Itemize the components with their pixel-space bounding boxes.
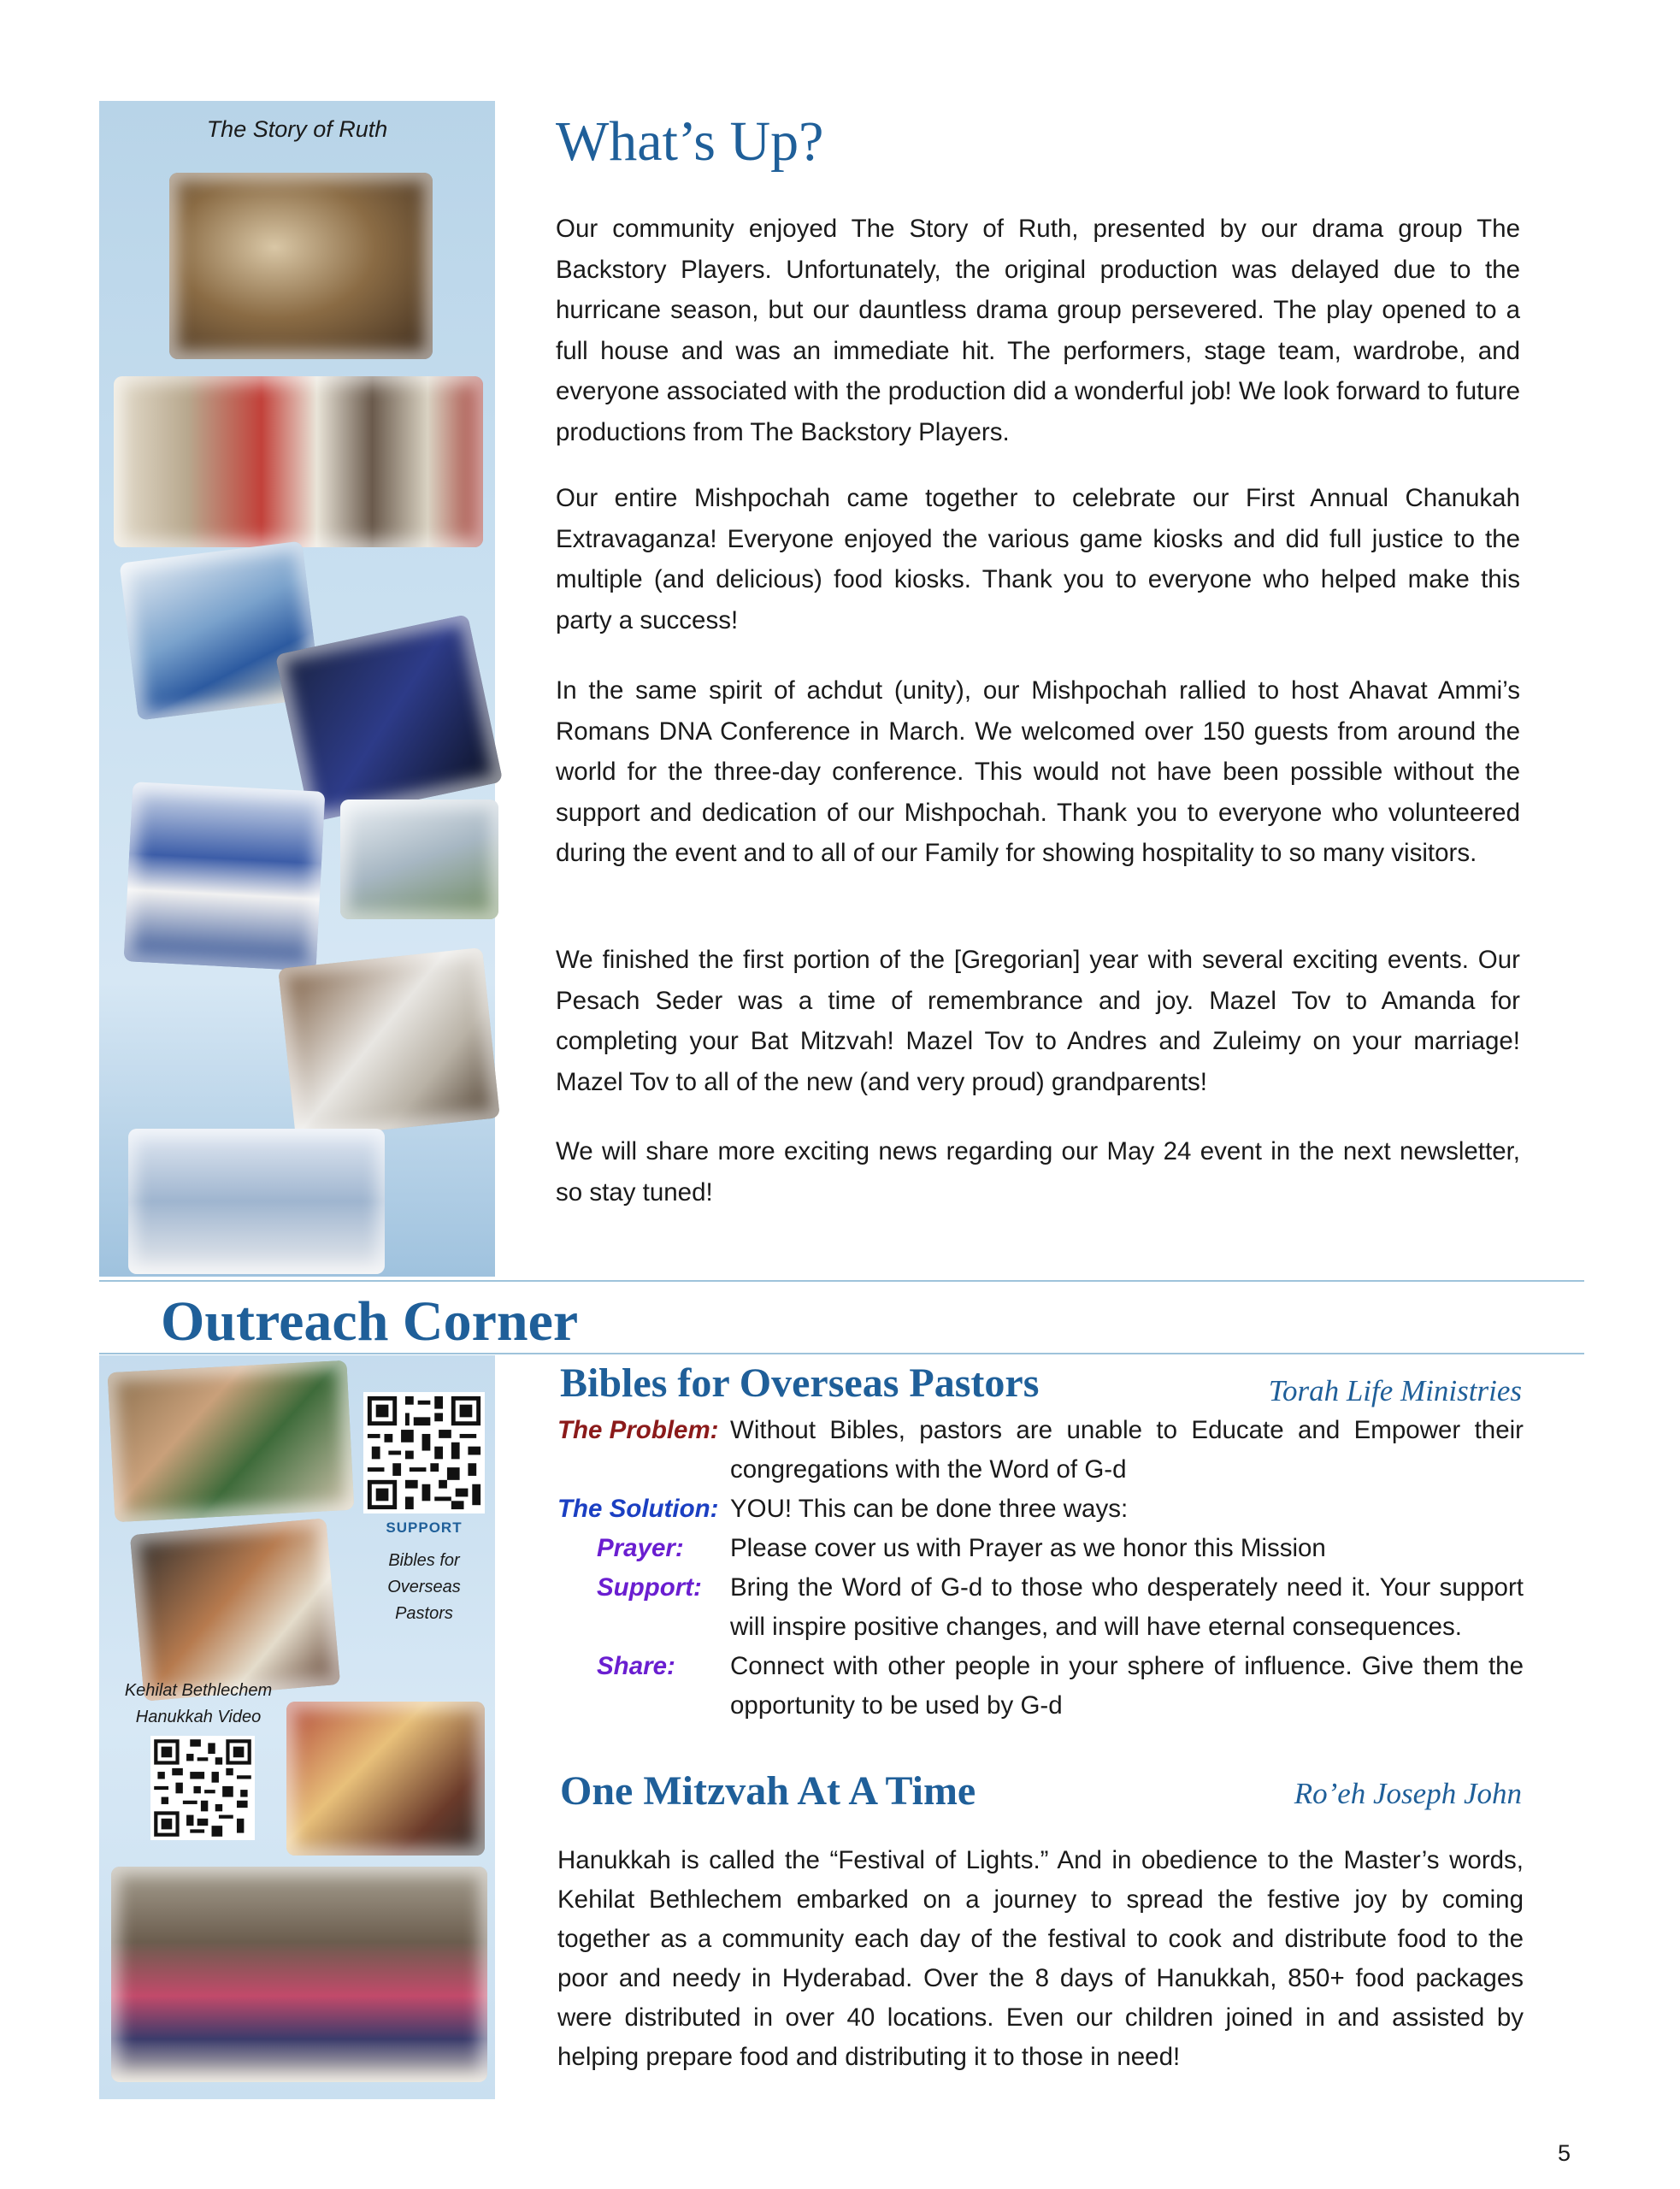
mitzvah-byline: Ro’eh Joseph John	[1294, 1777, 1522, 1810]
photo-conference-tent	[340, 799, 498, 919]
photo-pesach-seder	[278, 947, 500, 1139]
photo-bible-distribution	[130, 1518, 340, 1701]
photo-pastors-gathering	[108, 1360, 355, 1522]
article-paragraph: Our community enjoyed The Story of Ruth, presented by our drama group The Backstory Players. Unfortunately, the original production was delayed due to the hurricane season, but our dauntless drama group persevered. The play opened to a full house and was an immediate hit. The performers, stage team, wardrobe, and everyone associated with the production did a wonderful job! We look forward to future productions from The Backstory Players.	[556, 215, 1520, 446]
support-label: SUPPORT	[386, 1519, 463, 1536]
article-title: What’s Up?	[556, 110, 824, 173]
mitzvah-paragraph: Hanukkah is called the “Festival of Lights.” And in obedience to the Master’s words, Kehilat Bethlechem embarked on a journey to spread the festive joy by coming together as a community each day of the festival to cook and distribute food to the poor and needy in Hyderabad. Over the 8 days of Hanukkah, 850+ food packages were distributed in over 40 locations. Even our children joined in and assisted by helping prepare food and distributing it to those in need!	[557, 1846, 1524, 2071]
photo-community-group	[111, 1867, 487, 2082]
photo-children-meal	[286, 1702, 485, 1856]
section-divider	[99, 1353, 1584, 1354]
mitzvah-title: One Mitzvah At A Time	[560, 1768, 976, 1814]
support-method-label: Support:	[597, 1573, 702, 1602]
problem-row	[557, 1411, 1524, 1490]
page-number: 5	[1558, 2140, 1571, 2166]
support-qr-code-icon[interactable]	[363, 1392, 485, 1513]
outreach-title: Outreach Corner	[161, 1290, 579, 1353]
support-text: Bring the Word of G-d to those who desperately need it. Your support will inspire positive changes, and will have eternal consequences.	[730, 1573, 1524, 1641]
support-row	[557, 1568, 1524, 1647]
kehilat-video-caption: Kehilat Bethlechem Hanukkah Video	[124, 1681, 273, 1726]
article-paragraph: We finished the first portion of the [Gregorian] year with several exciting events. Our Pesach Seder was a time of remembrance and joy. Mazel Tov to Amanda for completing your Bat Mitzvah! Mazel Tov to Andres and Zuleimy on your marriage! Mazel Tov to all of the new (and very proud) grandparents!	[556, 946, 1520, 1096]
share-text: Connect with other people in your sphere of influence. Give them the opportunity to be used by G-d	[730, 1652, 1524, 1720]
article-paragraph: Our entire Mishpochah came together to celebrate our First Annual Chanukah Extravaganza! Everyone enjoyed the various game kiosks and did full justice to the multiple (and delicious) food kiosks. Thank you to everyone who helped make this party a success!	[556, 484, 1520, 634]
share-label: Share:	[597, 1652, 675, 1680]
bibles-title: Bibles for Overseas Pastors	[560, 1360, 1040, 1406]
story-of-ruth-caption: The Story of Ruth	[206, 116, 388, 142]
section-divider	[99, 1280, 1584, 1282]
photo-dancers-group	[124, 782, 326, 971]
support-qr-caption: Bibles for Overseas Pastors	[387, 1551, 461, 1623]
prayer-row	[557, 1529, 1524, 1568]
prayer-text: Please cover us with Prayer as we honor this Mission	[730, 1534, 1326, 1562]
photo-ruth-actors	[169, 173, 433, 359]
hanukkah-video-qr-code-icon[interactable]	[150, 1736, 255, 1840]
share-row	[557, 1647, 1524, 1726]
bibles-byline: Torah Life Ministries	[1268, 1374, 1522, 1407]
article-paragraph: In the same spirit of achdut (unity), our Mishpochah rallied to host Ahavat Ammi’s Romans DNA Conference in March. We welcomed over 150 guests from around the world for the three-day conference. This would not have been possible without the support and dedication of our Mishpochah. Thank you to everyone who volunteered during the event and to all of our Family for showing hospitality to so many visitors.	[556, 676, 1520, 867]
solution-label: The Solution:	[557, 1495, 719, 1523]
problem-text: Without Bibles, pastors are unable to Educate and Empower their congregations with the Word of G-d	[730, 1416, 1524, 1484]
solution-row	[557, 1490, 1524, 1529]
problem-label: The Problem:	[557, 1416, 719, 1444]
prayer-label: Prayer:	[597, 1534, 684, 1562]
bibles-details	[557, 1411, 1524, 1726]
photo-cast-group	[114, 376, 483, 547]
article-paragraph: We will share more exciting news regarding our May 24 event in the next newsletter, so stay tuned!	[556, 1137, 1520, 1207]
photo-wedding-chuppah	[128, 1129, 385, 1274]
solution-text: YOU! This can be done three ways:	[730, 1495, 1129, 1523]
